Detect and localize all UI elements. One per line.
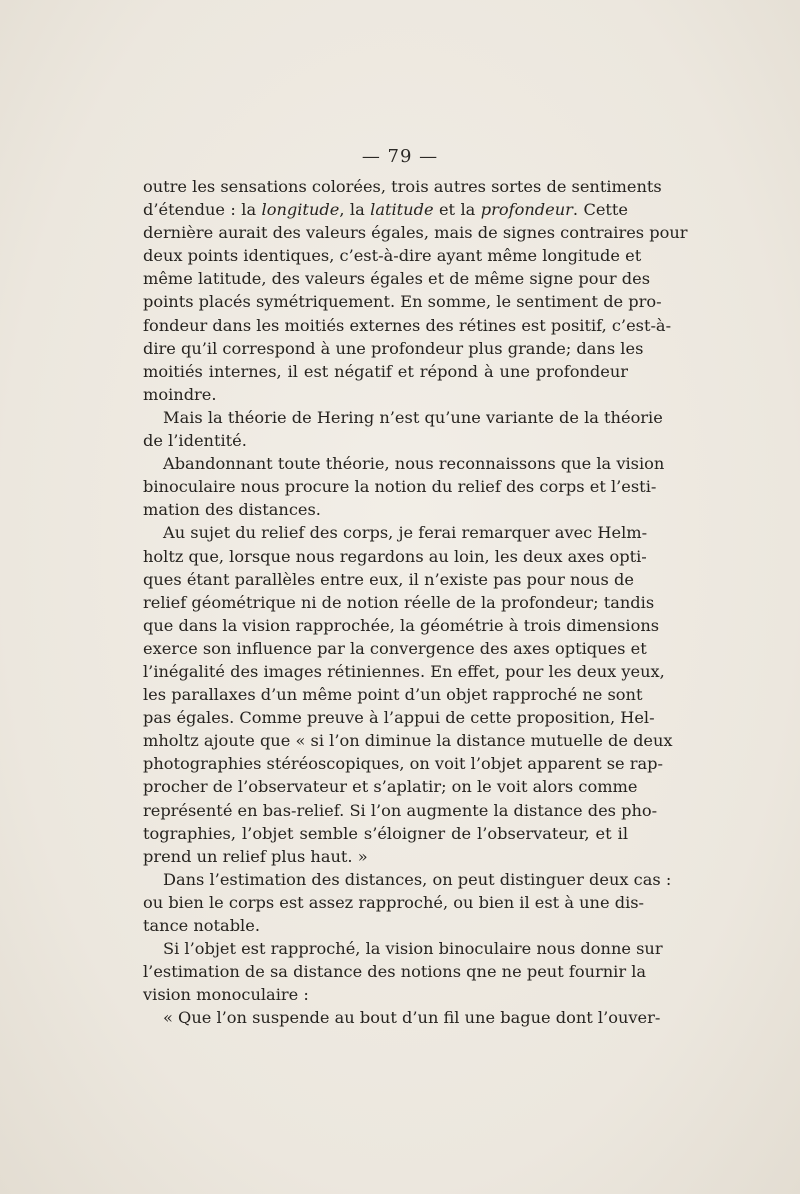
text-line: moitiés internes, il est négatif et répond à une profondeur	[143, 361, 628, 381]
text-line: ques étant parallèles entre eux, il n’existe pas pour nous de	[143, 569, 634, 589]
text-line: Dans l’estimation des distances, on peut distinguer deux cas :	[163, 869, 672, 889]
text-line: Abandonnant toute théorie, nous reconnaissons que la vision	[163, 454, 665, 474]
text-line: dernière aurait des valeurs égales, mais de signes contraires pour	[143, 223, 688, 243]
text-line: pas égales. Comme preuve à l’appui de cette proposition, Hel-	[143, 708, 655, 728]
text-line: relief géométrique ni de notion réelle de la profondeur; tandis	[143, 592, 655, 612]
text-line: vision monoculaire :	[143, 985, 309, 1005]
italic-term: latitude	[370, 200, 434, 220]
text-line: même latitude, des valeurs égales et de même signe pour des	[143, 269, 651, 289]
text-line: prend un relief plus haut. »	[143, 846, 368, 866]
text-line: représenté en bas-relief. Si l’on augmente la distance des pho-	[143, 800, 658, 820]
text-line: mation des distances.	[143, 500, 321, 520]
text-fragment: , la	[339, 200, 371, 220]
text-line: dire qu’il correspond à une profondeur plus grande; dans les	[143, 338, 644, 358]
text-line: Si l’objet est rapproché, la vision binoculaire nous donne sur	[163, 939, 663, 959]
text-line: exerce son influence par la convergence des axes optiques et	[143, 638, 647, 658]
text-line: que dans la vision rapprochée, la géométrie à trois dimensions	[143, 615, 660, 635]
text-line: mholtz ajoute que « si l’on diminue la distance mutuelle de deux	[143, 731, 673, 751]
text-line: holtz que, lorsque nous regardons au loin, les deux axes opti-	[143, 546, 647, 566]
text-line: moindre.	[143, 384, 217, 404]
text-line: photographies stéréoscopiques, on voit l’objet apparent se rap-	[143, 754, 663, 774]
text-line: tance notable.	[143, 916, 260, 935]
text-line	[143, 198, 628, 221]
text-line: Au sujet du relief des corps, je ferai remarquer avec Helm-	[163, 523, 648, 543]
text-line: binoculaire nous procure la notion du relief des corps et l’esti-	[143, 477, 657, 497]
text-line: procher de l’observateur et s’aplatir; on le voit alors comme	[143, 777, 638, 797]
text-line: l’estimation de sa distance des notions qne ne peut fournir la	[143, 962, 647, 982]
text-fragment: . Cette	[572, 200, 629, 220]
text-line: ou bien le corps est assez rapproché, ou bien il est à une dis-	[143, 892, 645, 912]
text-line: Mais la théorie de Hering n’est qu’une variante de la théorie	[163, 407, 663, 427]
body-text	[143, 175, 688, 1029]
text-line: fondeur dans les moitiés externes des rétines est positif, c’est-à-	[143, 315, 672, 335]
italic-term: profondeur	[480, 200, 573, 220]
italic-term: longitude	[261, 200, 340, 220]
text-line: points placés symétriquement. En somme, le sentiment de pro-	[143, 292, 662, 312]
text-line: les parallaxes d’un même point d’un objet rapproché ne sont	[143, 685, 643, 705]
text-line: tographies, l’objet semble s’éloigner de l’observateur, et il	[143, 823, 628, 843]
text-line: « Que l’on suspende au bout d’un fil une bague dont l’ouver-	[163, 1008, 661, 1028]
text-fragment: et la	[433, 200, 481, 220]
text-fragment: d’étendue : la	[143, 200, 262, 220]
text-line: l’inégalité des images rétiniennes. En effet, pour les deux yeux,	[143, 661, 665, 681]
text-line: outre les sensations colorées, trois autres sortes de sentiments	[143, 177, 662, 196]
page-number: — 79 —	[361, 146, 439, 167]
text-line: deux points identiques, c’est-à-dire ayant même longitude et	[143, 246, 642, 266]
text-line: de l’identité.	[143, 431, 247, 451]
